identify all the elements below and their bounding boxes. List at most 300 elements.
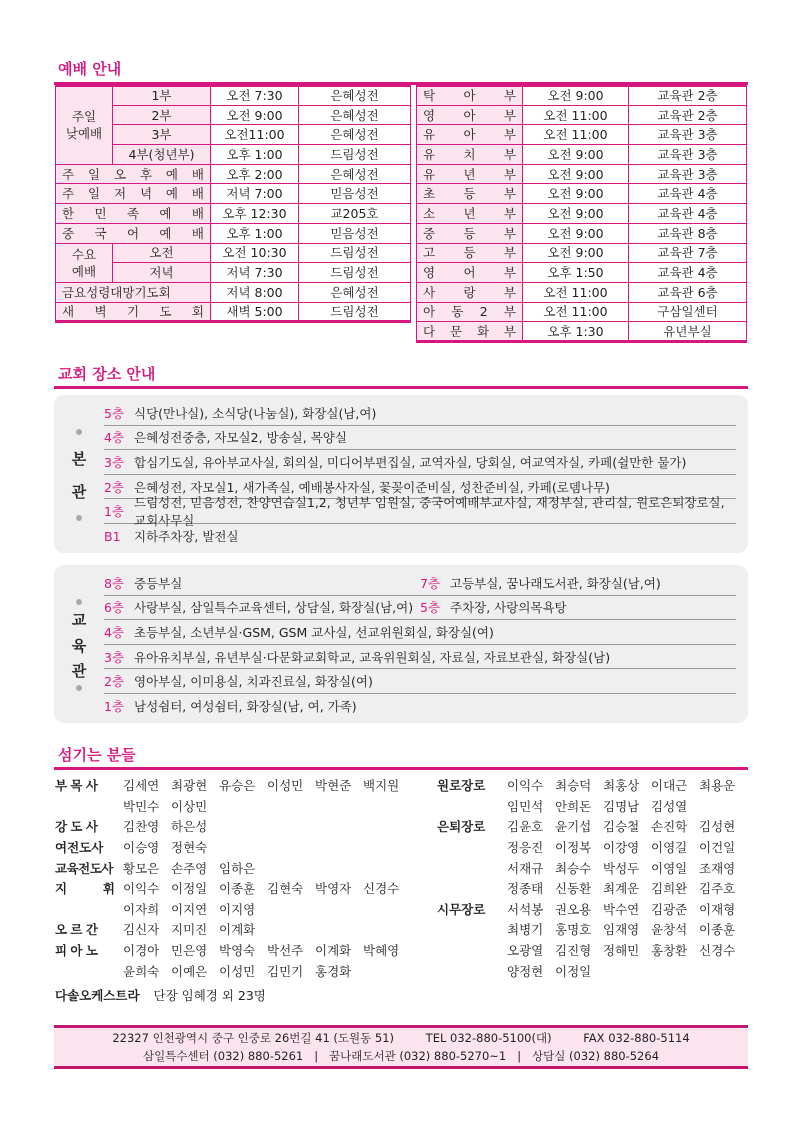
fax: FAX 032-880-5114 — [583, 1031, 690, 1045]
staff-name: 최광현 — [171, 778, 208, 794]
department-place: 교육관 3층 — [629, 145, 747, 165]
staff-name: 정해민 — [603, 943, 640, 959]
floor-rooms: 유아유치부실, 유년부실·다문화교회학교, 교육위원회실, 자료실, 자료보관실, 화장실(남) — [134, 649, 611, 665]
service-part: 4부(청년부) — [113, 145, 211, 165]
main-building-floors — [104, 401, 736, 549]
staff-name: 정응진 — [507, 840, 544, 856]
staff-name: 임하은 — [219, 860, 256, 876]
staff-name: 최승덕 — [555, 778, 592, 794]
staff-row — [437, 837, 747, 858]
floor-number: 6층 — [104, 600, 125, 616]
staff-name: 박영숙 — [219, 943, 256, 959]
service-time: 오후 12:30 — [211, 204, 299, 224]
staff-name: 정종태 — [507, 881, 544, 897]
department-place: 교육관 7층 — [629, 243, 747, 263]
service-place: 믿음성전 — [299, 223, 411, 243]
service-part: 1부 — [113, 86, 211, 106]
table-row — [56, 223, 411, 243]
staff-role: 지 휘 — [55, 881, 115, 897]
staff-name: 이계화 — [315, 943, 352, 959]
floor-number: 8층 — [104, 575, 125, 591]
staff-names — [123, 941, 411, 959]
staff-name: 박민수 — [123, 798, 160, 814]
staff-name: 박수연 — [603, 901, 640, 917]
staff-role: 강 도 사 — [55, 819, 98, 835]
staff-name: 김신자 — [123, 922, 160, 938]
service-place: 은혜성전 — [299, 105, 411, 125]
staff-role: 다솔오케스트라 — [55, 988, 140, 1004]
department-place: 교육관 6층 — [629, 282, 747, 302]
floor-entry — [104, 574, 420, 592]
staff-role: 은퇴장로 — [437, 819, 486, 835]
floor-number: 5층 — [104, 405, 125, 421]
staff-names — [123, 776, 411, 794]
department-name: 아 동 2 부 — [417, 302, 523, 322]
staff-row — [55, 796, 411, 817]
building-name-char: 관 — [71, 661, 87, 680]
service-time: 저녁 7:00 — [211, 184, 299, 204]
staff-row — [437, 899, 747, 920]
staff-name: 최용운 — [699, 778, 736, 794]
service-name: 주 일 저 녁 예 배 — [56, 184, 211, 204]
department-place: 교육관 2층 — [629, 105, 747, 125]
table-row — [417, 223, 747, 243]
separator: | — [314, 1049, 319, 1063]
staff-name: 서석봉 — [507, 901, 544, 917]
service-place: 드림성전 — [299, 145, 411, 165]
staff-name: 지미진 — [171, 922, 208, 938]
table-row — [417, 302, 747, 322]
staff-row — [55, 878, 411, 899]
department-place: 유년부실 — [629, 322, 747, 342]
department-time: 오전 11:00 — [523, 282, 629, 302]
staff-name: 양정현 — [507, 963, 544, 979]
staff-name: 이지연 — [171, 901, 208, 917]
department-schedule-table — [416, 84, 747, 343]
department-time: 오전 9:00 — [523, 164, 629, 184]
education-building-label — [72, 599, 86, 691]
staff-row — [437, 775, 747, 796]
department-time: 오전 11:00 — [523, 302, 629, 322]
staff-name: 이정일 — [171, 881, 208, 897]
table-row — [417, 204, 747, 224]
service-name: 금요성령대망기도회 — [56, 282, 211, 302]
department-time: 오후 1:50 — [523, 263, 629, 283]
floor-rooms: 중등부실 — [134, 575, 183, 591]
staff-list-left — [55, 775, 411, 1006]
service-name: 한 민 족 예 배 — [56, 204, 211, 224]
table-row — [56, 282, 411, 302]
floor-number: 5층 — [420, 600, 441, 616]
table-row — [56, 302, 411, 322]
staff-name: 이성민 — [267, 778, 304, 794]
staff-name: 박현준 — [315, 778, 352, 794]
floor-row — [104, 495, 736, 529]
table-row — [417, 263, 747, 283]
staff-role: 피 아 노 — [55, 943, 98, 959]
staff-name: 이지영 — [219, 901, 256, 917]
staff-name: 정현숙 — [171, 840, 208, 856]
service-time: 새벽 5:00 — [211, 302, 299, 322]
table-row — [56, 86, 411, 106]
staff-name: 윤기섭 — [555, 819, 592, 835]
staff-name: 유승은 — [219, 778, 256, 794]
staff-name: 김성현 — [699, 819, 736, 835]
service-time: 오전 9:00 — [211, 105, 299, 125]
service-name: 중 국 어 예 배 — [56, 223, 211, 243]
staff-name: 김희완 — [651, 881, 688, 897]
staff-row — [55, 857, 411, 878]
service-time: 오후 1:00 — [211, 223, 299, 243]
floor-number: 2층 — [104, 479, 125, 495]
department-place: 교육관 2층 — [629, 86, 747, 106]
staff-name: 이익수 — [507, 778, 544, 794]
staff-names — [123, 859, 267, 877]
staff-names — [123, 900, 267, 918]
department-place: 교육관 3층 — [629, 164, 747, 184]
department-name: 유 치 부 — [417, 145, 523, 165]
staff-names — [507, 859, 747, 877]
department-name: 유 년 부 — [417, 164, 523, 184]
staff-row — [55, 985, 411, 1006]
floor-rooms: 은혜성전중층, 자모실2, 방송실, 목양실 — [134, 430, 347, 446]
staff-name: 이경아 — [123, 943, 160, 959]
staff-name: 황모은 — [123, 860, 160, 876]
floor-row — [104, 596, 736, 621]
floor-number: 1층 — [104, 504, 125, 520]
staff-name: 박성두 — [603, 860, 640, 876]
staff-row — [55, 816, 411, 837]
staff-names — [507, 838, 747, 856]
staff-name: 최계운 — [603, 881, 640, 897]
department-name: 중 등 부 — [417, 223, 523, 243]
department-name: 영 아 부 — [417, 105, 523, 125]
staff-name: 손진학 — [651, 819, 688, 835]
staff-names — [507, 817, 747, 835]
staff-row — [437, 919, 747, 940]
floor-number: 3층 — [104, 649, 125, 665]
staff-role: 교육전도사 — [55, 860, 113, 876]
service-time: 오전 7:30 — [211, 86, 299, 106]
floor-number: B1 — [104, 528, 121, 544]
staff-names — [507, 797, 699, 815]
floor-row — [104, 426, 736, 451]
staff-list-right — [437, 775, 747, 981]
floor-rooms: 영아부실, 이미용실, 치과진료실, 화장실(여) — [134, 674, 373, 690]
group-label: 수요 예배 — [56, 243, 113, 282]
service-place: 드림성전 — [299, 263, 411, 283]
department-time: 오전 9:00 — [523, 204, 629, 224]
building-name-char: 교 — [71, 611, 87, 630]
staff-name: 이건일 — [699, 840, 736, 856]
education-building-floors — [104, 571, 736, 719]
floor-number: 4층 — [104, 624, 125, 640]
bullet-dot-icon — [76, 515, 82, 521]
department-time: 오전 9:00 — [523, 184, 629, 204]
staff-name: 김세연 — [123, 778, 160, 794]
building-name-char: 관 — [71, 483, 87, 502]
staff-name: 임재영 — [603, 922, 640, 938]
staff-names — [123, 920, 267, 938]
staff-name: 김주호 — [699, 881, 736, 897]
staff-name: 김민기 — [267, 963, 304, 979]
staff-name: 이상민 — [171, 798, 208, 814]
center-phone: 삼일특수센터 (032) 880-5261 — [142, 1049, 304, 1063]
service-time: 오후 2:00 — [211, 164, 299, 184]
staff-name: 이영일 — [651, 860, 688, 876]
staff-name: 김승철 — [603, 819, 640, 835]
staff-row — [437, 796, 747, 817]
department-name: 고 등 부 — [417, 243, 523, 263]
staff-name: 이종훈 — [219, 881, 256, 897]
staff-names — [507, 941, 747, 959]
service-place: 교205호 — [299, 204, 411, 224]
floor-rooms: 고등부실, 꿈나래도서관, 화장실(남,여) — [450, 575, 661, 591]
staff-name: 이대근 — [651, 778, 688, 794]
department-name: 영 어 부 — [417, 263, 523, 283]
staff-name: 백지원 — [363, 778, 400, 794]
staff-names — [507, 962, 603, 980]
department-name: 다 문 화 부 — [417, 322, 523, 342]
floor-number: 4층 — [104, 430, 125, 446]
staff-name: 이승영 — [123, 840, 160, 856]
places-section-title: 교회 장소 안내 — [58, 365, 156, 383]
separator: | — [517, 1049, 522, 1063]
staff-name: 안희돈 — [555, 798, 592, 814]
floor-entry — [420, 598, 736, 616]
floor-entry — [420, 574, 736, 592]
department-name: 탁 아 부 — [417, 86, 523, 106]
service-place: 믿음성전 — [299, 184, 411, 204]
department-place: 교육관 8층 — [629, 223, 747, 243]
floor-row — [104, 645, 736, 670]
floor-row — [104, 571, 736, 596]
staff-row — [437, 816, 747, 837]
staff-name: 김성열 — [651, 798, 688, 814]
staff-name: 손주영 — [171, 860, 208, 876]
orchestra-info: 단장 임혜경 외 23명 — [153, 988, 266, 1004]
service-place: 은혜성전 — [299, 125, 411, 145]
staff-role: 부 목 사 — [55, 778, 98, 794]
group-label: 주일 낮예배 — [56, 86, 113, 165]
staff-row — [437, 857, 747, 878]
staff-names — [123, 838, 219, 856]
department-place: 교육관 4층 — [629, 184, 747, 204]
main-building-panel — [54, 395, 748, 553]
floor-rooms: 남성쉼터, 여성쉼터, 화장실(남, 여, 가족) — [134, 699, 357, 715]
staff-name: 이정일 — [555, 963, 592, 979]
staff-row — [55, 940, 411, 961]
staff-name: 이계화 — [219, 922, 256, 938]
service-time: 저녁 8:00 — [211, 282, 299, 302]
tel: TEL 032-880-5100(대) — [425, 1031, 552, 1045]
staff-name: 홍창환 — [651, 943, 688, 959]
staff-section-title: 섬기는 분들 — [58, 746, 136, 764]
staff-name: 신경수 — [699, 943, 736, 959]
staff-name: 최병기 — [507, 922, 544, 938]
staff-name: 이익수 — [123, 881, 160, 897]
staff-names — [507, 776, 747, 794]
service-place: 드림성전 — [299, 243, 411, 263]
building-name-char: 육 — [71, 636, 87, 655]
service-part: 3부 — [113, 125, 211, 145]
department-name: 초 등 부 — [417, 184, 523, 204]
bullet-dot-icon — [76, 685, 82, 691]
department-name: 소 년 부 — [417, 204, 523, 224]
department-name: 사 랑 부 — [417, 282, 523, 302]
staff-row — [437, 960, 747, 981]
floor-row — [104, 694, 736, 719]
table-row — [56, 204, 411, 224]
service-time: 저녁 7:30 — [211, 263, 299, 283]
staff-row — [437, 940, 747, 961]
department-name: 유 아 부 — [417, 125, 523, 145]
staff-row — [55, 919, 411, 940]
floor-rooms: 초등부실, 소년부실·GSM, GSM 교사실, 선교위원회실, 화장실(여) — [134, 624, 494, 640]
staff-name: 이재형 — [699, 901, 736, 917]
staff-name: 이예은 — [171, 963, 208, 979]
bullet-dot-icon — [76, 429, 82, 435]
bullet-dot-icon — [76, 599, 82, 605]
staff-name: 윤창석 — [651, 922, 688, 938]
staff-name: 김현숙 — [267, 881, 304, 897]
library-phone: 꿈나래도서관 (032) 880-5270~1 — [329, 1049, 507, 1063]
service-part: 오전 — [113, 243, 211, 263]
staff-names — [507, 879, 747, 897]
floor-rooms: 합심기도실, 유아부교사실, 회의실, 미디어부편집실, 교역자실, 당회실, 여교역자실, 카페(쉴만한 물가) — [134, 454, 687, 470]
staff-role: 오 르 간 — [55, 922, 98, 938]
staff-role: 시무장로 — [437, 901, 486, 917]
staff-name: 민은영 — [171, 943, 208, 959]
staff-row — [437, 878, 747, 899]
table-row — [56, 243, 411, 263]
table-row — [417, 322, 747, 342]
staff-names — [123, 797, 219, 815]
service-part: 2부 — [113, 105, 211, 125]
counsel-phone: 상담실 (032) 880-5264 — [532, 1049, 660, 1063]
staff-name: 박선주 — [267, 943, 304, 959]
main-building-label — [72, 429, 86, 521]
staff-name: 박영자 — [315, 881, 352, 897]
service-time: 오후 1:00 — [211, 145, 299, 165]
staff-row — [55, 775, 411, 796]
floor-row — [104, 401, 736, 426]
education-building-panel — [54, 565, 748, 723]
floor-rooms: 지하주차장, 발전실 — [134, 529, 239, 545]
staff-row — [55, 899, 411, 920]
staff-names — [507, 920, 747, 938]
table-row — [417, 105, 747, 125]
floor-rooms: 드림성전, 믿음성전, 찬양연습실1,2, 청년부 임원실, 중국어예배부교사실, 재정부실, 관리실, 원로은퇴장로실, 교회사무실 — [134, 495, 725, 529]
table-row — [417, 164, 747, 184]
divider — [54, 767, 748, 770]
worship-schedule-table — [55, 84, 411, 323]
table-row — [417, 145, 747, 165]
staff-name: 하은성 — [171, 819, 208, 835]
staff-names — [507, 900, 747, 918]
service-place: 드림성전 — [299, 302, 411, 322]
department-time: 오전 9:00 — [523, 86, 629, 106]
department-time: 오전 11:00 — [523, 125, 629, 145]
department-time: 오전 11:00 — [523, 105, 629, 125]
service-name: 주 일 오 후 예 배 — [56, 164, 211, 184]
floor-row — [104, 669, 736, 694]
department-place: 교육관 4층 — [629, 263, 747, 283]
staff-name: 김진형 — [555, 943, 592, 959]
staff-name: 홍경화 — [315, 963, 352, 979]
staff-name: 이성민 — [219, 963, 256, 979]
department-time: 오후 1:30 — [523, 322, 629, 342]
table-row — [56, 164, 411, 184]
address: 22327 인천광역시 중구 인중로 26번길 41 (도원동 51) — [112, 1031, 395, 1045]
staff-name: 이강영 — [603, 840, 640, 856]
table-row — [417, 243, 747, 263]
staff-name: 홍명호 — [555, 922, 592, 938]
floor-rooms: 식당(만나실), 소식당(나눔실), 화장실(남,여) — [134, 405, 377, 421]
staff-name: 이영길 — [651, 840, 688, 856]
staff-name: 신동환 — [555, 881, 592, 897]
department-time: 오전 9:00 — [523, 223, 629, 243]
staff-role: 원로장로 — [437, 778, 486, 794]
staff-name: 임민석 — [507, 798, 544, 814]
footer-contact — [54, 1025, 748, 1069]
department-place: 교육관 4층 — [629, 204, 747, 224]
staff-name: 윤희숙 — [123, 963, 160, 979]
service-place: 은혜성전 — [299, 282, 411, 302]
staff-name: 서재규 — [507, 860, 544, 876]
staff-name: 김윤호 — [507, 819, 544, 835]
staff-names — [123, 962, 363, 980]
floor-rooms: 은혜성전, 자모실1, 새가족실, 예배봉사자실, 꽃꽂이준비실, 성찬준비실, 카페(로뎀나무) — [134, 479, 610, 495]
floor-number: 1층 — [104, 699, 125, 715]
staff-name: 조재영 — [699, 860, 736, 876]
floor-row — [104, 620, 736, 645]
table-row — [417, 86, 747, 106]
staff-name: 신경수 — [363, 881, 400, 897]
department-place: 구삼일센터 — [629, 302, 747, 322]
staff-row — [55, 960, 411, 981]
floor-rooms: 사랑부실, 삼일특수교육센터, 상담실, 화장실(남,여) — [134, 600, 414, 616]
floor-number: 7층 — [420, 575, 441, 591]
staff-name: 권오용 — [555, 901, 592, 917]
service-place: 은혜성전 — [299, 86, 411, 106]
staff-names — [123, 817, 219, 835]
staff-role: 여전도사 — [55, 840, 104, 856]
staff-name: 최홍상 — [603, 778, 640, 794]
floor-entry — [104, 598, 420, 616]
staff-name: 이자희 — [123, 901, 160, 917]
worship-section-title: 예배 안내 — [58, 60, 122, 78]
divider — [54, 386, 748, 389]
staff-name: 오광열 — [507, 943, 544, 959]
service-part: 저녁 — [113, 263, 211, 283]
department-time: 오전 9:00 — [523, 145, 629, 165]
service-name: 새 벽 기 도 회 — [56, 302, 211, 322]
department-place: 교육관 3층 — [629, 125, 747, 145]
department-time: 오전 9:00 — [523, 243, 629, 263]
staff-names — [123, 879, 411, 897]
table-row — [417, 184, 747, 204]
table-row — [56, 184, 411, 204]
staff-name: 김광준 — [651, 901, 688, 917]
table-row — [417, 282, 747, 302]
staff-name: 최승수 — [555, 860, 592, 876]
floor-rooms: 주차장, 사랑의목욕탕 — [450, 600, 567, 616]
floor-number: 3층 — [104, 454, 125, 470]
staff-name: 박혜영 — [363, 943, 400, 959]
service-place: 은혜성전 — [299, 164, 411, 184]
staff-name: 이종훈 — [699, 922, 736, 938]
